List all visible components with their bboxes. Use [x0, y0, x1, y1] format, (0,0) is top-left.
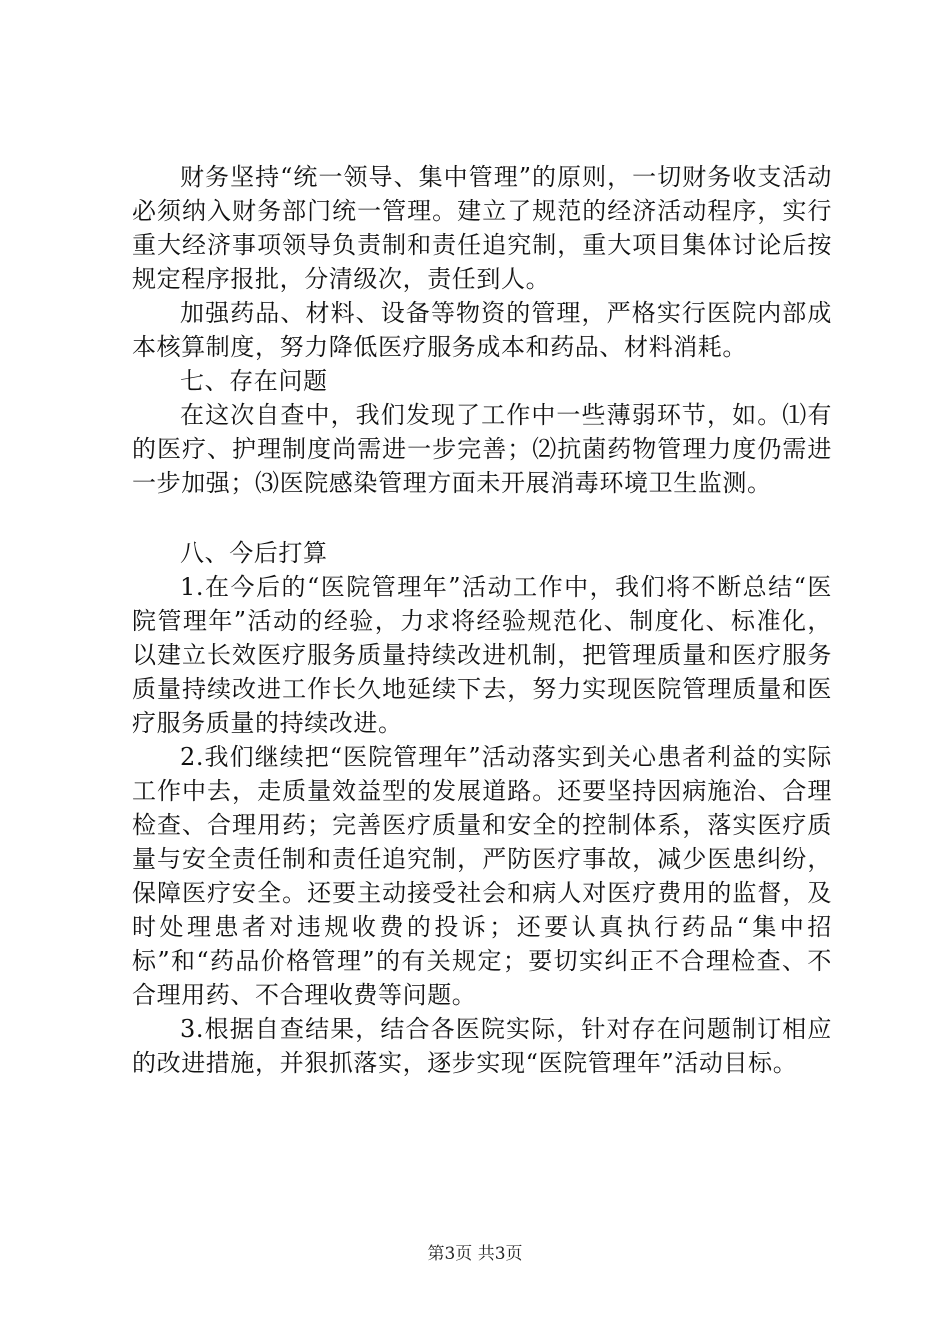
paragraph-plan-3: 3.根据自查结果，结合各医院实际，针对存在问题制订相应的改进措施，并狠抓落实，逐步实现“医院管理年”活动目标。	[132, 1015, 832, 1077]
paragraph-finance-principle: 财务坚持“统一领导、集中管理”的原则，一切财务收支活动必须纳入财务部门统一管理。建立了规范的经济活动程序，实行重大经济事项领导负责制和责任追究制，重大项目集体讨论后按规定程序报批，分清级次，责任到人。	[132, 163, 832, 293]
page-footer: 第3页 共3页	[427, 1244, 523, 1264]
paragraph-plan-2: 2.我们继续把“医院管理年”活动落实到关心患者利益的实际工作中去，走质量效益型的发展道路。还要坚持因病施治、合理检查、合理用药；完善医疗质量和安全的控制体系，落实医疗质量与安全责任制和责任追究制，严防医疗事故，减少医患纠纷，保障医疗安全。还要主动接受社会和病人对医疗费用的监督，及时处理患者对违规收费的投诉；还要认真执行药品“集中招标”和“药品价格管理”的有关规定；要切实纠正不合理检查、不合理用药、不合理收费等问题。	[132, 743, 832, 1009]
section-heading-problems: 七、存在问题	[180, 367, 328, 395]
section-heading-future-plans: 八、今后打算	[180, 539, 328, 567]
document-body	[132, 160, 832, 1080]
paragraph-problems: 在这次自查中，我们发现了工作中一些薄弱环节，如。⑴有的医疗、护理制度尚需进一步完善；⑵抗菌药物管理力度仍需进一步加强；⑶医院感染管理方面未开展消毒环境卫生监测。	[132, 401, 832, 497]
paragraph-materials-management: 加强药品、材料、设备等物资的管理，严格实行医院内部成本核算制度，努力降低医疗服务成本和药品、材料消耗。	[132, 299, 832, 361]
paragraph-plan-1: 1.在今后的“医院管理年”活动工作中，我们将不断总结“医院管理年”活动的经验，力求将经验规范化、制度化、标准化，以建立长效医疗服务质量持续改进机制，把管理质量和医疗服务质量持续改进工作长久地延续下去，努力实现医院管理质量和医疗服务质量的持续改进。	[132, 573, 832, 737]
paragraph-gap	[132, 500, 832, 536]
